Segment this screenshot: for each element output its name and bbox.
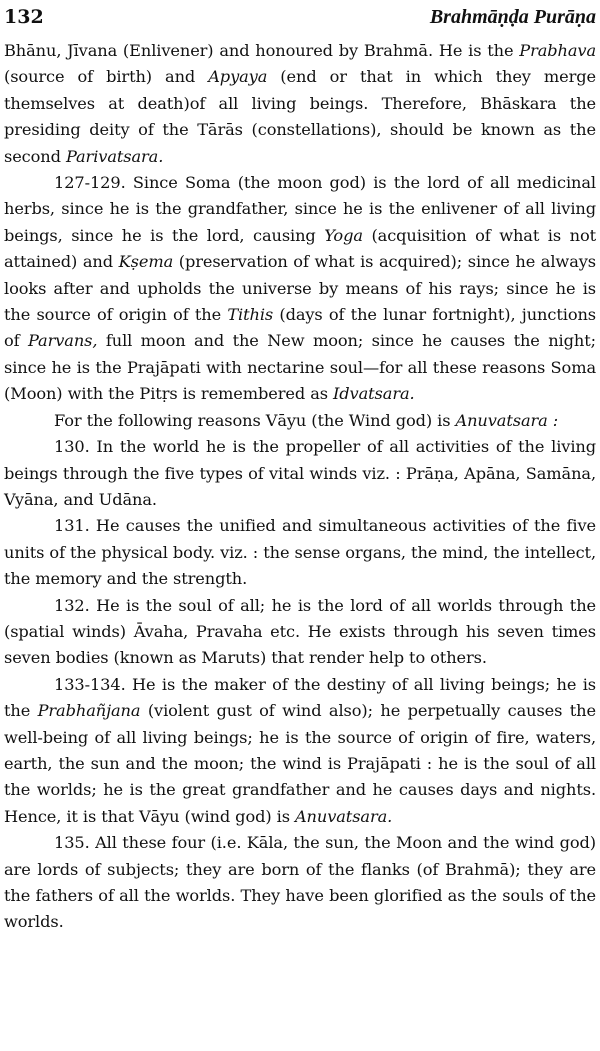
- text-run: (end or that in which they merge themselves at death)of all living beings. Therefore, Bhāskara the presiding deity of the Tārās (constellations), should be known as the second: [4, 67, 596, 166]
- text-run: (acquisition of what is not attained) and: [4, 225, 597, 272]
- running-title: Brahmāṇḍa Purāṇa: [429, 6, 596, 28]
- text-run: 127-129. Since Soma (the moon god) is the lord of all medicinal herbs, since he is the grandfather, since he is the enlivener of all living beings, since he is the lord, causing: [4, 173, 596, 245]
- text-run: 132. He is the soul of all; he is the lord of all worlds through the (spatial winds) Āvaha, Pravaha etc. He exists through his seven times seven bodies (known as Maruts) that render help to others.: [4, 595, 596, 668]
- text-run: (days of the lunar fortnight), junctions of: [4, 305, 597, 351]
- italic-term: Apyaya: [208, 67, 268, 87]
- text-run: 135. All these four (i.e. Kāla, the sun, the Moon and the wind god) are lords of subjects; they are born of the flanks (of Brahmā); they are the fathers of all the worlds. They have been glorified as the souls of the worlds.: [4, 833, 596, 932]
- body-text: [4, 38, 596, 936]
- page-number: 132: [4, 6, 44, 28]
- italic-term: Prabhava: [519, 41, 596, 60]
- text-run: (preservation of what is acquired); since he always looks after and upholds the universe by means of his rays; since he is the source of origin of the: [4, 252, 596, 325]
- italic-term: Parivatsara.: [65, 146, 164, 166]
- italic-term: Yoga: [324, 225, 363, 245]
- paragraph: [4, 408, 596, 434]
- paragraph: [4, 170, 596, 408]
- text-run: 131. He causes the unified and simultaneous activities of the five units of the physical body. viz. : the sense organs, the mind, the intellect, the memory and the strength.: [4, 516, 596, 589]
- paragraph: [4, 38, 596, 170]
- italic-term: Kṣema: [118, 252, 174, 272]
- paragraph: [4, 434, 596, 513]
- text-run: 130. In the world he is the propeller of all activities of the living beings through the five types of vital winds viz. : Prāṇa, Apāna, Samāna, Vyāna, and Udāna.: [4, 437, 596, 509]
- italic-term: Idvatsara.: [333, 384, 415, 404]
- text-run: 133-134. He is the maker of the destiny of all living beings; he is the: [4, 674, 596, 721]
- paragraph: [4, 593, 596, 672]
- italic-term: Parvans,: [27, 331, 98, 351]
- italic-term: Tithis: [227, 305, 274, 325]
- paragraph: [4, 830, 596, 936]
- italic-term: Anuvatsara :: [455, 410, 559, 430]
- italic-term: Prabhañjana: [37, 701, 141, 721]
- page-header: [4, 6, 596, 38]
- italic-term: Anuvatsara.: [294, 806, 393, 826]
- text-run: (source of birth) and: [4, 67, 209, 87]
- paragraph: [4, 672, 596, 830]
- paragraph: [4, 513, 596, 592]
- text-run: (violent gust of wind also); he perpetually causes the well-being of all living beings; he is the source of origin of fire, waters, earth, the sun and the moon; the wind is Prajāpati : he is the soul of all the worlds; he is the great grandfather and he causes days and nights. Hence, it is that Vāyu (wind god) is: [4, 701, 596, 826]
- text-run: For the following reasons Vāyu (the Wind god) is: [54, 410, 456, 430]
- text-run: Bhānu, Jīvana (Enlivener) and honoured by Brahmā. He is the: [4, 41, 520, 60]
- text-run: full moon and the New moon; since he causes the night; since he is the Prajāpati with nectarine soul—for all these reasons Soma (Moon) with the Pitṛs is remembered as: [4, 331, 596, 404]
